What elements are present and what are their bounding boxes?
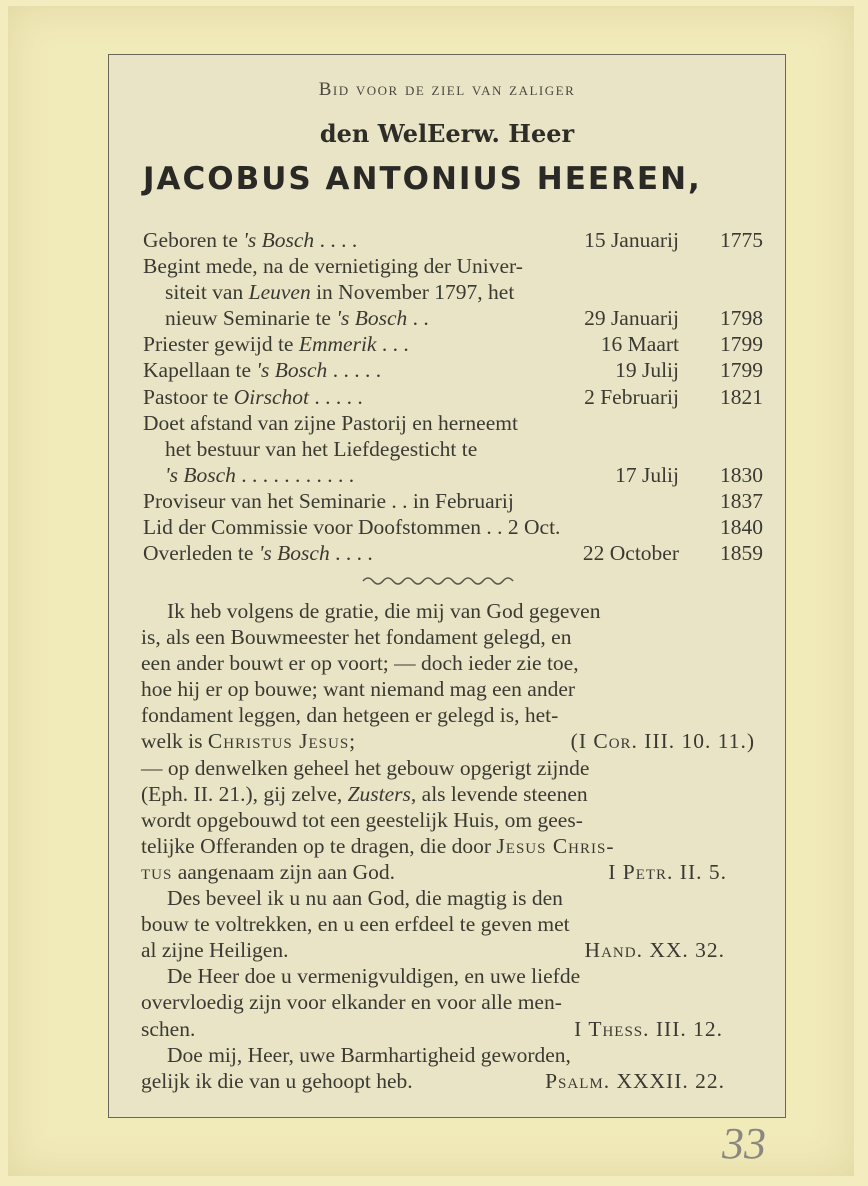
event-text: Overleden te 's Bosch . . . . [143,541,373,566]
scripture-passage [141,598,755,1094]
scripture-line: fondament leggen, dan hetgeen er gelegd is, het- [141,703,559,728]
biography-row [143,410,763,436]
event-text: Proviseur van het Seminarie . . in Februarij [143,488,514,513]
biography-row [143,514,763,540]
biography-row [143,279,763,305]
event-text: 's Bosch . . . . . . . . . . . [165,462,355,487]
scripture-line: De Heer doe u vermenigvuldigen, en uwe liefde [167,964,581,989]
place-name: 's Bosch [165,462,236,487]
scripture-line: Doe mij, Heer, uwe Barmhartigheid geworden, [167,1042,571,1067]
name-heading: JACOBUS ANTONIUS HEEREN, [143,161,702,197]
event-year: 1859 [720,541,763,566]
place-name: Oirschot [233,384,310,409]
scripture-line: tus aangenaam zijn aan God. I Petr. II. 5. [141,859,727,884]
event-text: Geboren te 's Bosch . . . . [143,228,358,252]
place-name: 's Bosch [243,228,315,252]
biography-row [143,357,763,383]
event-year: 1840 [720,515,763,540]
scripture-line: wordt opgebouwd tot een geestelijk Huis, om gees- [141,807,583,832]
bible-reference: I Thess. III. 12. [574,1016,723,1041]
scripture-line: is, als een Bouwmeester het fondament gelegd, en [141,625,572,650]
bible-reference: Hand. XX. 32. [584,938,725,963]
event-year: 1799 [720,358,763,383]
event-text: siteit van Leuven in November 1797, het [165,280,515,305]
text-frame [108,54,786,1118]
memorial-card [8,6,854,1176]
page-number: 33 [722,1119,766,1168]
event-year: 1821 [720,384,763,409]
scripture-line: welk is Christus Jesus; (I Cor. III. 10. 11.) [141,729,755,754]
scripture-line: schen. I Thess. III. 12. [141,1016,723,1041]
scripture-line: gelijk ik die van u gehoopt heb. Psalm. XXXII. 22. [141,1068,725,1093]
biography-row [143,540,763,566]
event-text: Kapellaan te 's Bosch . . . . . [143,358,382,383]
title-heading: den WelEerw. Heer [319,119,575,148]
biography-row [143,384,763,410]
scripture-line: Ik heb volgens de gratie, die mij van God gegeven [167,599,601,623]
biography-list [143,227,763,566]
scripture-line: een ander bouwt er op voort; — doch ieder zie toe, [141,651,579,676]
event-text: nieuw Seminarie te 's Bosch . . [165,306,429,331]
event-year: 1775 [720,228,763,252]
scripture-line: (Eph. II. 21.), gij zelve, Zusters, als levende steenen [141,781,588,806]
event-date: 16 Maart [600,332,679,357]
scripture-line: overvloedig zijn voor elkander en voor alle men- [141,990,562,1015]
scripture-line: — op denwelken geheel het gebouw opgerigt zijnde [141,755,590,780]
event-text: Priester gewijd te Emmerik . . . [143,332,409,357]
event-text: Begint mede, na de vernietiging der Univer- [143,254,523,279]
place-name: Leuven [248,280,311,305]
event-text: Pastoor te Oirschot . . . . . [143,384,363,409]
scripture-line: hoe hij er op bouwe; want niemand mag een ander [141,677,576,702]
bible-reference: Psalm. XXXII. 22. [545,1068,725,1093]
place-name: 's Bosch [336,306,408,331]
event-date: 22 October [582,541,679,566]
event-date: 17 Julij [615,462,679,487]
event-date: 15 Januarij [584,228,679,252]
scripture-line: al zijne Heiligen. Hand. XX. 32. [141,938,725,963]
event-date: 19 Julij [615,358,679,383]
event-year: 1830 [720,462,763,487]
biography-row [143,227,763,253]
event-year: 1837 [720,488,763,513]
scripture-line: Des beveel ik u nu aan God, die magtig is den [167,886,563,911]
bible-reference: (I Cor. III. 10. 11.) [570,729,755,754]
prayer-heading: Bid voor de ziel van zaliger [318,79,576,100]
biography-row [143,436,763,462]
event-date: 2 Februarij [584,384,679,409]
scripture-line: telijke Offeranden op te dragen, die door Jesus Chris- [141,833,615,858]
biography-row [143,488,763,514]
event-year: 1799 [720,332,763,357]
biography-row [143,462,763,488]
bible-reference: I Petr. II. 5. [608,859,727,884]
place-name: 's Bosch [256,358,328,383]
biography-row [143,305,763,331]
ornamental-divider [361,575,521,587]
biography-row [143,331,763,357]
event-year: 1798 [720,306,763,331]
biography-row [143,253,763,279]
event-text: Doet afstand van zijne Pastorij en herneemt [143,410,518,435]
event-text: Lid der Commissie voor Doofstommen . . 2 Oct. [143,515,561,540]
place-name: Emmerik [298,332,377,357]
place-name: 's Bosch [258,541,330,566]
scripture-line: bouw te voltrekken, en u een erfdeel te geven met [141,912,570,937]
event-text: het bestuur van het Liefdegesticht te [165,436,478,461]
event-date: 29 Januarij [584,306,679,331]
